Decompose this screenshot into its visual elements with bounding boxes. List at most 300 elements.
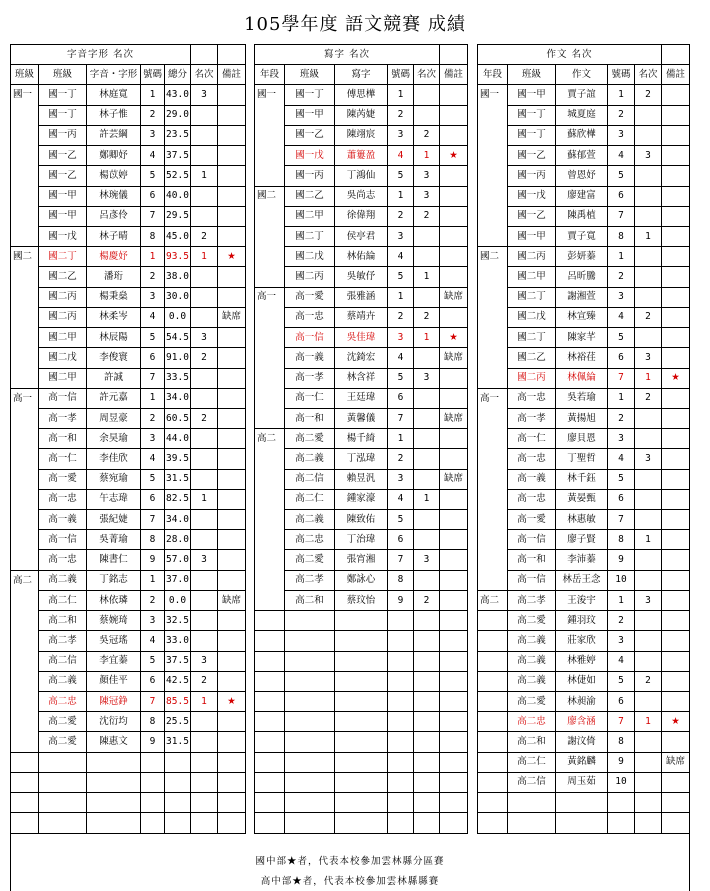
remark-cell (662, 267, 690, 287)
column-gap (246, 793, 255, 813)
remark-cell (662, 226, 690, 246)
empty-cell (414, 631, 440, 651)
place-cell (191, 570, 218, 590)
column-gap (468, 408, 478, 428)
place-cell (635, 429, 662, 449)
group-label (11, 206, 39, 226)
empty-cell (556, 813, 608, 833)
number-cell: 4 (608, 146, 635, 166)
empty-cell (39, 772, 87, 792)
group-label (11, 631, 39, 651)
place-cell: 2 (191, 226, 218, 246)
name-cell: 陳禹植 (556, 206, 608, 226)
column-gap (468, 489, 478, 509)
place-cell (414, 388, 440, 408)
class-cell: 高一和 (39, 429, 87, 449)
empty-cell (141, 752, 165, 772)
place-cell (191, 590, 218, 610)
name-cell: 張紀婕 (87, 510, 141, 530)
column-gap (468, 530, 478, 550)
name-cell: 謝汶倚 (556, 732, 608, 752)
number-cell: 3 (608, 287, 635, 307)
score-cell: 0.0 (165, 307, 191, 327)
remark-cell (218, 348, 246, 368)
class-cell: 高二義 (508, 631, 556, 651)
score-cell: 25.5 (165, 712, 191, 732)
table-row (11, 105, 690, 125)
remark-cell (440, 590, 468, 610)
class-cell: 國一丁 (285, 85, 335, 105)
remark-cell: 缺席 (440, 469, 468, 489)
class-cell: 高一忠 (508, 489, 556, 509)
remark-cell (440, 489, 468, 509)
number-cell: 10 (608, 570, 635, 590)
class-cell: 國二丙 (39, 287, 87, 307)
remark-cell (662, 489, 690, 509)
place-cell (635, 489, 662, 509)
place-cell: 2 (635, 388, 662, 408)
name-cell: 顏佳平 (87, 671, 141, 691)
empty-cell (440, 651, 468, 671)
name-cell: 賈子寬 (556, 226, 608, 246)
class-cell: 高一愛 (285, 287, 335, 307)
empty-cell (335, 671, 388, 691)
score-cell: 43.0 (165, 85, 191, 105)
name-cell: 呂昕騰 (556, 267, 608, 287)
name-cell: 陳致佑 (335, 510, 388, 530)
group-label (478, 489, 508, 509)
number-cell: 4 (388, 247, 414, 267)
name-cell: 林昶渝 (556, 692, 608, 712)
class-cell: 高二仁 (508, 752, 556, 772)
group-label (11, 449, 39, 469)
number-cell: 6 (608, 692, 635, 712)
empty-cell (440, 793, 468, 813)
column-gap (246, 692, 255, 712)
remark-cell (662, 510, 690, 530)
remark-cell (662, 105, 690, 125)
name-cell: 林子惟 (87, 105, 141, 125)
empty-cell (414, 712, 440, 732)
remark-cell: 缺席 (440, 348, 468, 368)
place-cell: 2 (635, 307, 662, 327)
remark-cell (218, 611, 246, 631)
empty-cell (11, 772, 39, 792)
class-cell: 國二丙 (508, 247, 556, 267)
class-cell: 高一信 (39, 530, 87, 550)
column-gap (246, 611, 255, 631)
place-cell (414, 530, 440, 550)
group-label (478, 408, 508, 428)
class-cell: 國二丁 (39, 247, 87, 267)
name-cell: 陳惠文 (87, 732, 141, 752)
empty-cell (141, 793, 165, 813)
section-header-spacer (440, 45, 468, 65)
score-cell: 52.5 (165, 166, 191, 186)
empty-cell (335, 651, 388, 671)
name-cell: 呂彥伶 (87, 206, 141, 226)
number-cell: 1 (141, 85, 165, 105)
column-gap (246, 570, 255, 590)
empty-cell (335, 752, 388, 772)
number-cell: 1 (388, 186, 414, 206)
remark-cell (440, 570, 468, 590)
number-cell: 7 (141, 368, 165, 388)
name-cell: 蘇郁萱 (556, 146, 608, 166)
remark-cell (662, 146, 690, 166)
empty-cell (635, 793, 662, 813)
number-cell: 2 (388, 206, 414, 226)
remark-cell (440, 368, 468, 388)
column-gap (246, 449, 255, 469)
number-cell: 3 (141, 287, 165, 307)
group-label (478, 429, 508, 449)
name-cell: 沈錡宏 (335, 348, 388, 368)
column-gap (468, 125, 478, 145)
group-label: 國二 (255, 186, 285, 206)
table-row (11, 408, 690, 428)
place-cell (635, 186, 662, 206)
score-cell: 42.5 (165, 671, 191, 691)
place-cell: 1 (414, 146, 440, 166)
group-label (255, 105, 285, 125)
empty-cell (335, 732, 388, 752)
column-gap (468, 287, 478, 307)
column-gap (468, 429, 478, 449)
remark-cell (218, 651, 246, 671)
group-label (255, 348, 285, 368)
class-cell: 高一忠 (39, 489, 87, 509)
name-cell: 曾恩妤 (556, 166, 608, 186)
column-gap (246, 712, 255, 732)
empty-cell (440, 692, 468, 712)
empty-cell (414, 732, 440, 752)
empty-cell (191, 813, 218, 833)
column-gap (468, 449, 478, 469)
place-cell: 3 (635, 590, 662, 610)
group-label (255, 368, 285, 388)
group-label (255, 469, 285, 489)
empty-cell (440, 671, 468, 691)
number-cell: 4 (141, 307, 165, 327)
number-cell: 2 (141, 267, 165, 287)
place-cell (635, 570, 662, 590)
number-cell: 7 (608, 368, 635, 388)
column-gap (468, 510, 478, 530)
group-label (255, 510, 285, 530)
class-cell: 高一忠 (508, 388, 556, 408)
section-header-spacer (218, 45, 246, 65)
class-cell: 國一丁 (508, 125, 556, 145)
name-cell: 陳芮婕 (335, 105, 388, 125)
remark-cell (440, 510, 468, 530)
group-label: 高二 (255, 429, 285, 449)
remark-cell (440, 125, 468, 145)
name-cell: 李俊寰 (87, 348, 141, 368)
column-gap (246, 105, 255, 125)
name-cell: 蘇欣樺 (556, 125, 608, 145)
table-row (11, 449, 690, 469)
class-cell: 國二丁 (508, 328, 556, 348)
section-header-row (11, 45, 690, 65)
table-row (11, 429, 690, 449)
empty-cell (191, 752, 218, 772)
group-label (478, 105, 508, 125)
number-cell: 9 (141, 550, 165, 570)
number-cell: 6 (141, 671, 165, 691)
place-cell: 3 (414, 166, 440, 186)
group-label (478, 206, 508, 226)
name-cell: 丁銘志 (87, 570, 141, 590)
number-cell: 5 (388, 510, 414, 530)
table-row (11, 833, 690, 853)
place-cell (191, 206, 218, 226)
remark-cell (218, 146, 246, 166)
column-gap (468, 671, 478, 691)
number-cell: 4 (608, 651, 635, 671)
place-cell (414, 85, 440, 105)
group-label (478, 692, 508, 712)
place-cell: 2 (191, 671, 218, 691)
remark-cell (662, 287, 690, 307)
remark-cell (662, 247, 690, 267)
score-cell: 23.5 (165, 125, 191, 145)
empty-cell (414, 611, 440, 631)
column-header: 字音・字形 (87, 65, 141, 85)
group-label: 國一 (11, 85, 39, 105)
column-gap (246, 186, 255, 206)
empty-cell (388, 611, 414, 631)
place-cell: 3 (635, 348, 662, 368)
group-label (11, 328, 39, 348)
column-gap (246, 752, 255, 772)
table-row (11, 287, 690, 307)
column-gap (246, 125, 255, 145)
number-cell: 8 (141, 226, 165, 246)
place-cell (414, 287, 440, 307)
number-cell: 5 (608, 166, 635, 186)
class-cell: 國一乙 (39, 166, 87, 186)
group-label (11, 307, 39, 327)
group-label (11, 550, 39, 570)
class-cell: 國一丁 (508, 105, 556, 125)
place-cell (635, 772, 662, 792)
place-cell (635, 206, 662, 226)
class-cell: 高二義 (508, 651, 556, 671)
place-cell (635, 287, 662, 307)
number-cell: 1 (141, 570, 165, 590)
empty-cell (255, 611, 285, 631)
column-gap (246, 45, 255, 65)
place-cell: 3 (635, 146, 662, 166)
place-cell (414, 226, 440, 246)
number-cell: 4 (608, 307, 635, 327)
number-cell: 5 (388, 368, 414, 388)
class-cell: 高二義 (39, 671, 87, 691)
group-label (11, 287, 39, 307)
class-cell: 國一甲 (39, 186, 87, 206)
class-cell: 國一戊 (508, 186, 556, 206)
empty-cell (165, 813, 191, 833)
remark-cell (662, 692, 690, 712)
column-gap (246, 146, 255, 166)
group-label (11, 146, 39, 166)
group-label (478, 530, 508, 550)
empty-cell (165, 772, 191, 792)
star-mark: ★ (440, 328, 468, 348)
remark-cell (662, 408, 690, 428)
empty-cell (191, 772, 218, 792)
name-cell: 莊家欣 (556, 631, 608, 651)
class-cell: 國一戊 (285, 146, 335, 166)
table-row (11, 772, 690, 792)
blank-band (11, 833, 690, 853)
empty-cell (285, 651, 335, 671)
name-cell: 張雅涵 (335, 287, 388, 307)
group-label (11, 105, 39, 125)
table-row (11, 611, 690, 631)
group-label: 國二 (478, 247, 508, 267)
column-header: 備註 (440, 65, 468, 85)
class-cell: 國一丙 (285, 166, 335, 186)
group-label (478, 125, 508, 145)
table-row (11, 872, 690, 891)
column-gap (246, 429, 255, 449)
empty-cell (335, 631, 388, 651)
column-gap (246, 510, 255, 530)
remark-cell (218, 388, 246, 408)
column-header: 班級 (508, 65, 556, 85)
empty-cell (440, 611, 468, 631)
column-gap (468, 570, 478, 590)
class-cell: 高一仁 (39, 449, 87, 469)
column-gap (246, 489, 255, 509)
column-gap (468, 590, 478, 610)
group-label (11, 692, 39, 712)
remark-cell (440, 166, 468, 186)
empty-cell (478, 813, 508, 833)
group-label (11, 125, 39, 145)
name-cell: 賴昱汎 (335, 469, 388, 489)
place-cell: 3 (191, 550, 218, 570)
number-cell: 10 (608, 772, 635, 792)
class-cell: 國二乙 (285, 186, 335, 206)
remark-cell (662, 611, 690, 631)
group-label (478, 368, 508, 388)
name-cell: 午志瑋 (87, 489, 141, 509)
empty-cell (388, 692, 414, 712)
remark-cell: 缺席 (218, 307, 246, 327)
number-cell: 3 (141, 429, 165, 449)
name-cell: 王廷瑋 (335, 388, 388, 408)
number-cell: 1 (608, 85, 635, 105)
group-label: 高二 (11, 570, 39, 590)
empty-cell (285, 671, 335, 691)
empty-cell (285, 611, 335, 631)
class-cell: 高一信 (39, 388, 87, 408)
column-gap (246, 65, 255, 85)
number-cell: 3 (388, 328, 414, 348)
group-label: 高一 (255, 287, 285, 307)
number-cell: 2 (388, 105, 414, 125)
column-header: 名次 (414, 65, 440, 85)
name-cell: 林惠敏 (556, 510, 608, 530)
empty-cell (285, 732, 335, 752)
column-gap (246, 631, 255, 651)
class-cell: 高二忠 (39, 692, 87, 712)
number-cell: 5 (141, 166, 165, 186)
name-cell: 蕭簍盈 (335, 146, 388, 166)
column-header-row (11, 65, 690, 85)
number-cell: 1 (608, 388, 635, 408)
place-cell: 1 (191, 692, 218, 712)
number-cell: 7 (141, 692, 165, 712)
place-cell (635, 469, 662, 489)
name-cell: 廖子賢 (556, 530, 608, 550)
remark-cell (662, 348, 690, 368)
number-cell: 2 (141, 590, 165, 610)
empty-cell (508, 793, 556, 813)
group-label (478, 611, 508, 631)
column-header: 寫字 (335, 65, 388, 85)
column-header: 作文 (556, 65, 608, 85)
group-label: 國二 (11, 247, 39, 267)
number-cell: 5 (141, 469, 165, 489)
class-cell: 國一甲 (39, 206, 87, 226)
place-cell (414, 408, 440, 428)
class-cell: 高二義 (285, 510, 335, 530)
table-row (11, 651, 690, 671)
table-row (11, 186, 690, 206)
column-gap (246, 732, 255, 752)
empty-cell (608, 813, 635, 833)
name-cell: 周昱豪 (87, 408, 141, 428)
empty-cell (255, 631, 285, 651)
table-row (11, 510, 690, 530)
place-cell (635, 408, 662, 428)
empty-cell (388, 732, 414, 752)
place-cell (191, 368, 218, 388)
place-cell (635, 550, 662, 570)
place-cell (414, 348, 440, 368)
number-cell: 5 (141, 328, 165, 348)
empty-cell (39, 793, 87, 813)
table-row (11, 206, 690, 226)
remark-cell (218, 530, 246, 550)
remark-cell (440, 267, 468, 287)
column-gap (246, 469, 255, 489)
number-cell: 2 (141, 105, 165, 125)
remark-cell (218, 489, 246, 509)
table-row (11, 793, 690, 813)
place-cell (635, 247, 662, 267)
remark-cell (662, 651, 690, 671)
number-cell: 5 (608, 469, 635, 489)
place-cell (635, 631, 662, 651)
empty-cell (662, 813, 690, 833)
table-row (11, 489, 690, 509)
empty-cell (662, 793, 690, 813)
section-header-calligraphy: 寫字 名次 (255, 45, 440, 65)
group-label: 高一 (11, 388, 39, 408)
number-cell: 3 (388, 125, 414, 145)
name-cell: 廖建富 (556, 186, 608, 206)
class-cell: 國二甲 (39, 328, 87, 348)
score-cell: 37.5 (165, 146, 191, 166)
empty-cell (414, 813, 440, 833)
number-cell: 9 (608, 550, 635, 570)
place-cell: 1 (635, 530, 662, 550)
